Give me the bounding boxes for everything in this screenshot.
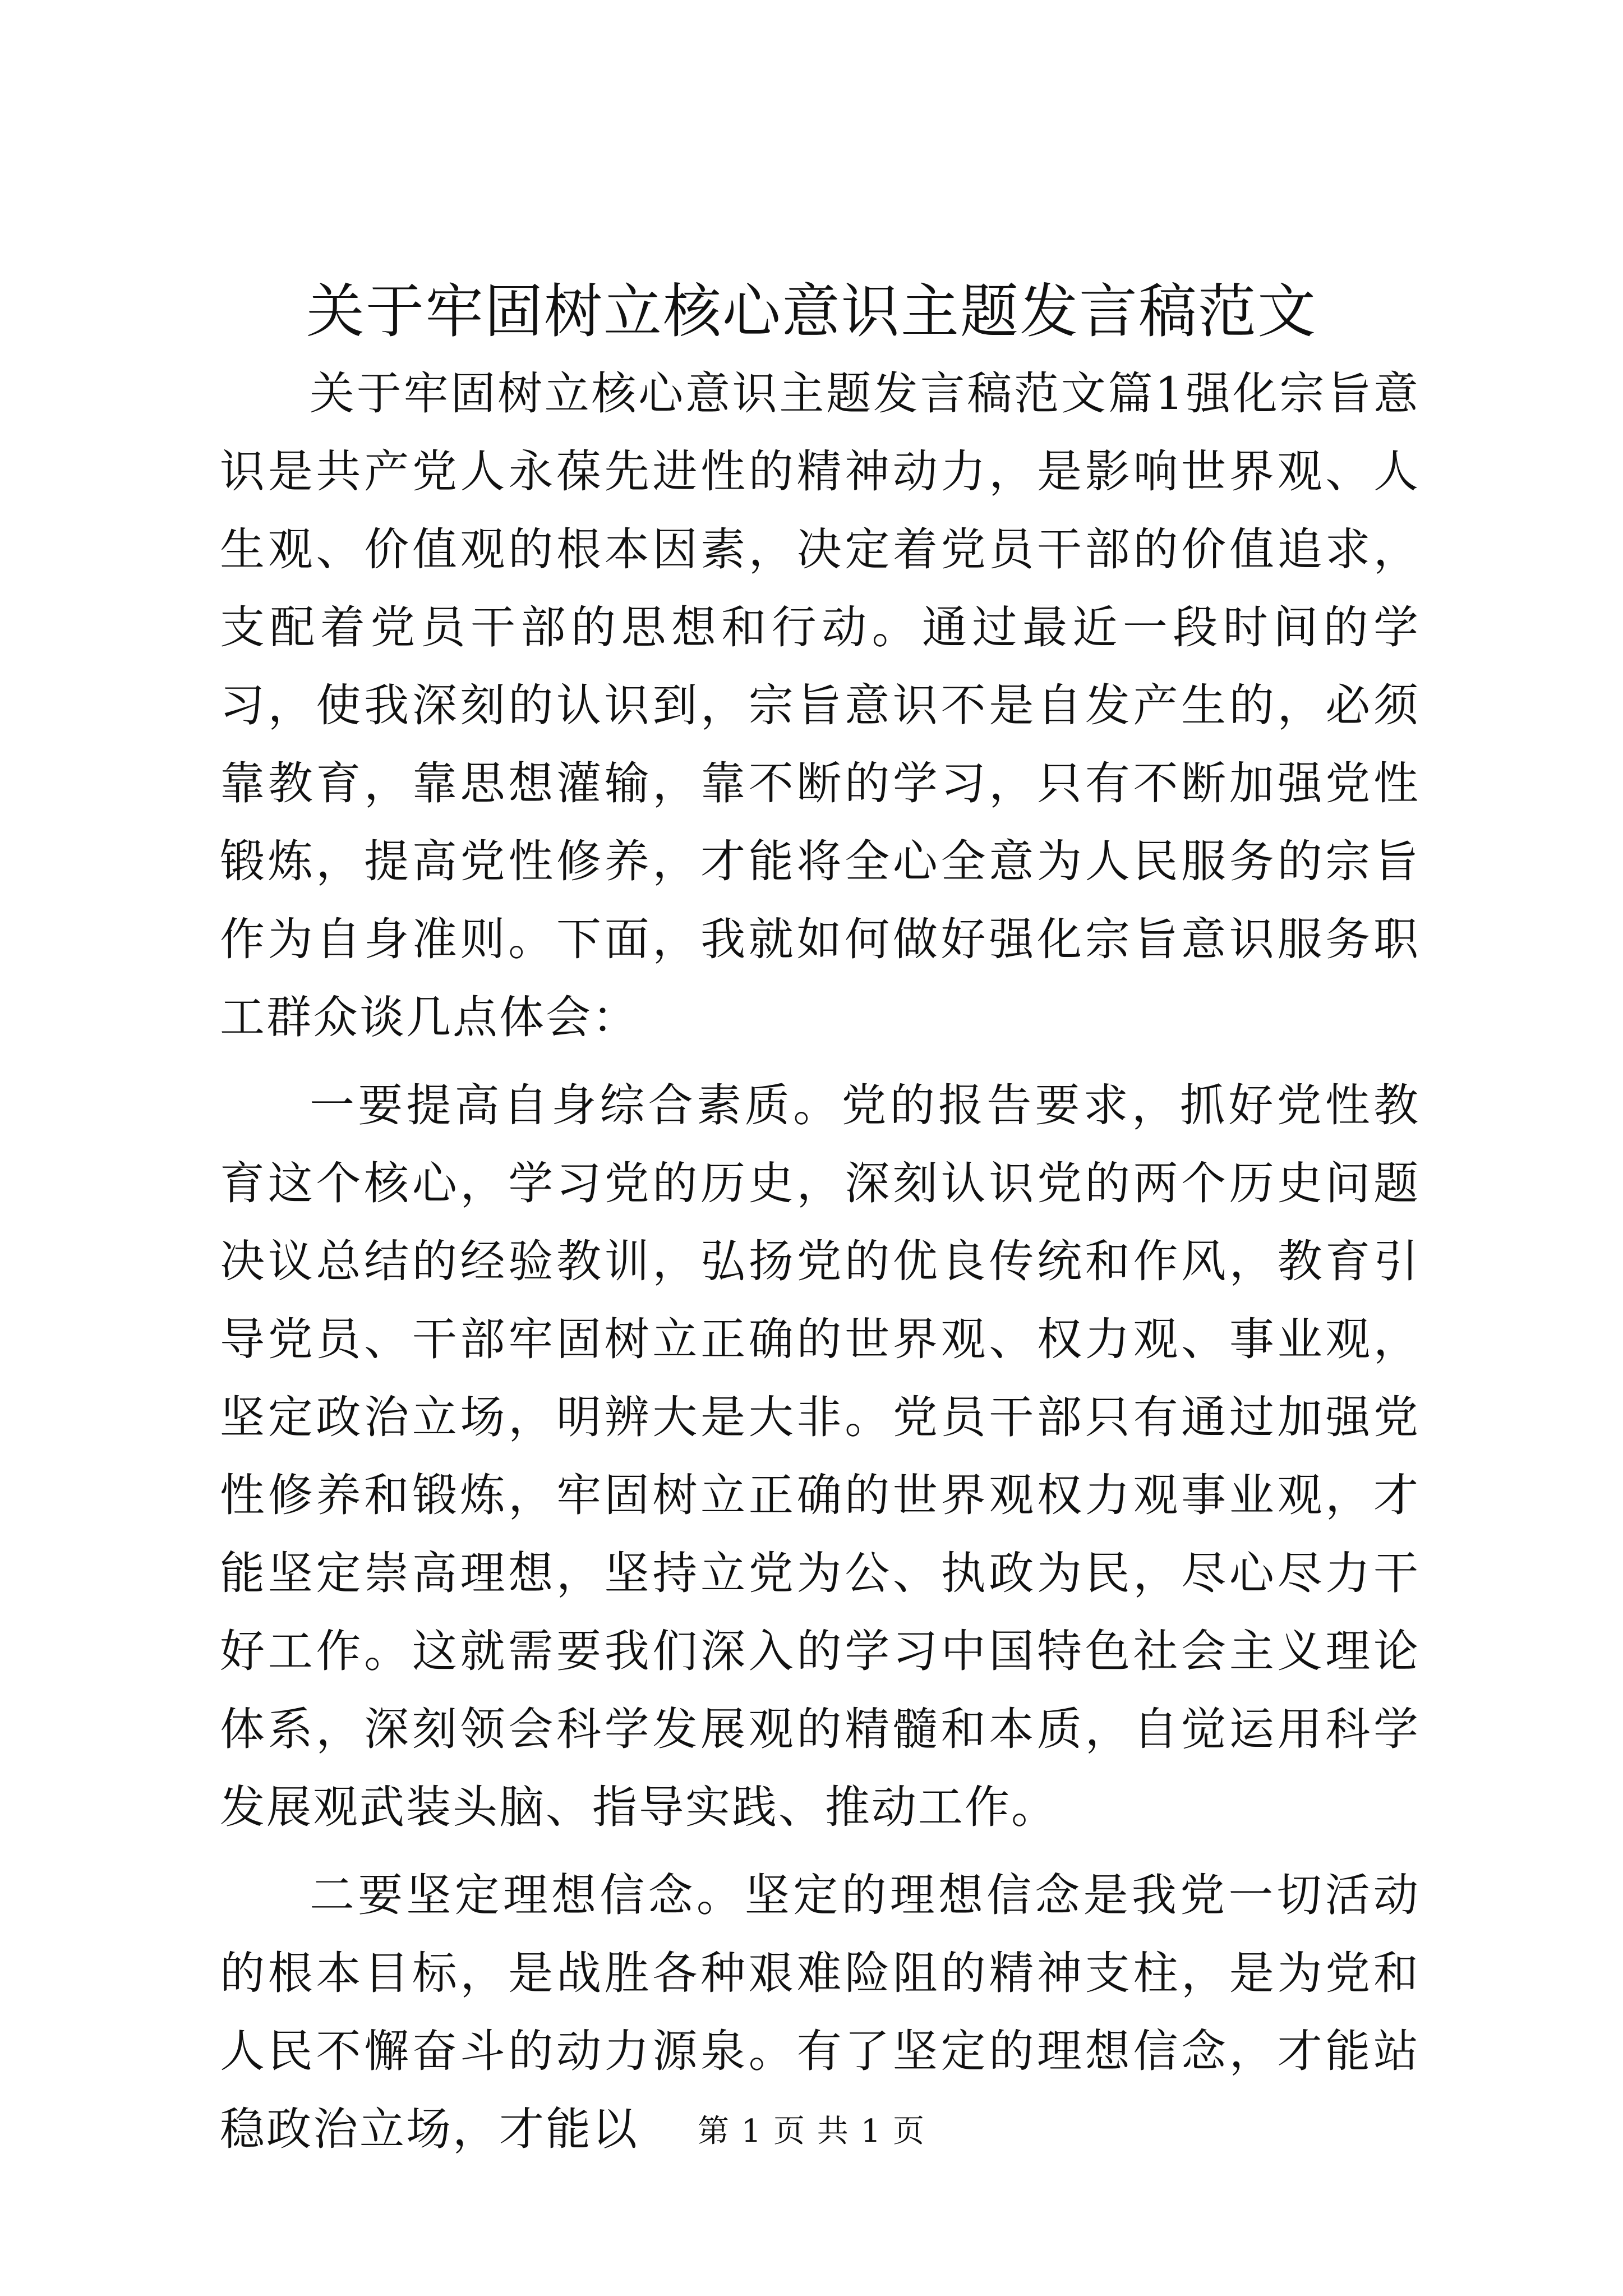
document-body [220,355,1420,2168]
paragraph-1: 关于牢固树立核心意识主题发言稿范文篇1强化宗旨意识是共产党人永葆先进性的精神动力，是影响世界观、人生观、价值观的根本因素，决定着党员干部的价值追求，支配着党员干部的思想和行动。通过最近一段时间的学习，使我深刻的认识到，宗旨意识不是自发产生的，必须靠教育，靠思想灌输，靠不断的学习，只有不断加强党性锻炼，提高党性修养，才能将全心全意为人民服务的宗旨作为自身准则。下面，我就如何做好强化宗旨意识服务职工群众谈几点体会： [220,367,1420,1043]
paragraph-2: 一要提高自身综合素质。党的报告要求，抓好党性教育这个核心，学习党的历史，深刻认识党的两个历史问题决议总结的经验教训，弘扬党的优良传统和作风，教育引导党员、干部牢固树立正确的世界观、权力观、事业观，坚定政治立场，明辨大是大非。党员干部只有通过加强党性修养和锻炼，牢固树立正确的世界观权力观事业观，才能坚定崇高理想，坚持立党为公、执政为民，尽心尽力干好工作。这就需要我们深入的学习中国特色社会主义理论体系，深刻领会科学发展观的精髓和本质，自觉运用科学发展观武装头脑、指导实践、推动工作。 [220,1079,1420,1833]
paragraph-3: 二要坚定理想信念。坚定的理想信念是我党一切活动的根本目标，是战胜各种艰难险阻的精神支柱，是为党和人民不懈奋斗的动力源泉。有了坚定的理想信念，才能站稳政治立场，才能以 [220,1869,1420,2155]
page-footer: 第 1 页 共 1 页 [697,2113,926,2150]
document-title: 关于牢固树立核心意识主题发言稿范文 [306,277,1317,346]
